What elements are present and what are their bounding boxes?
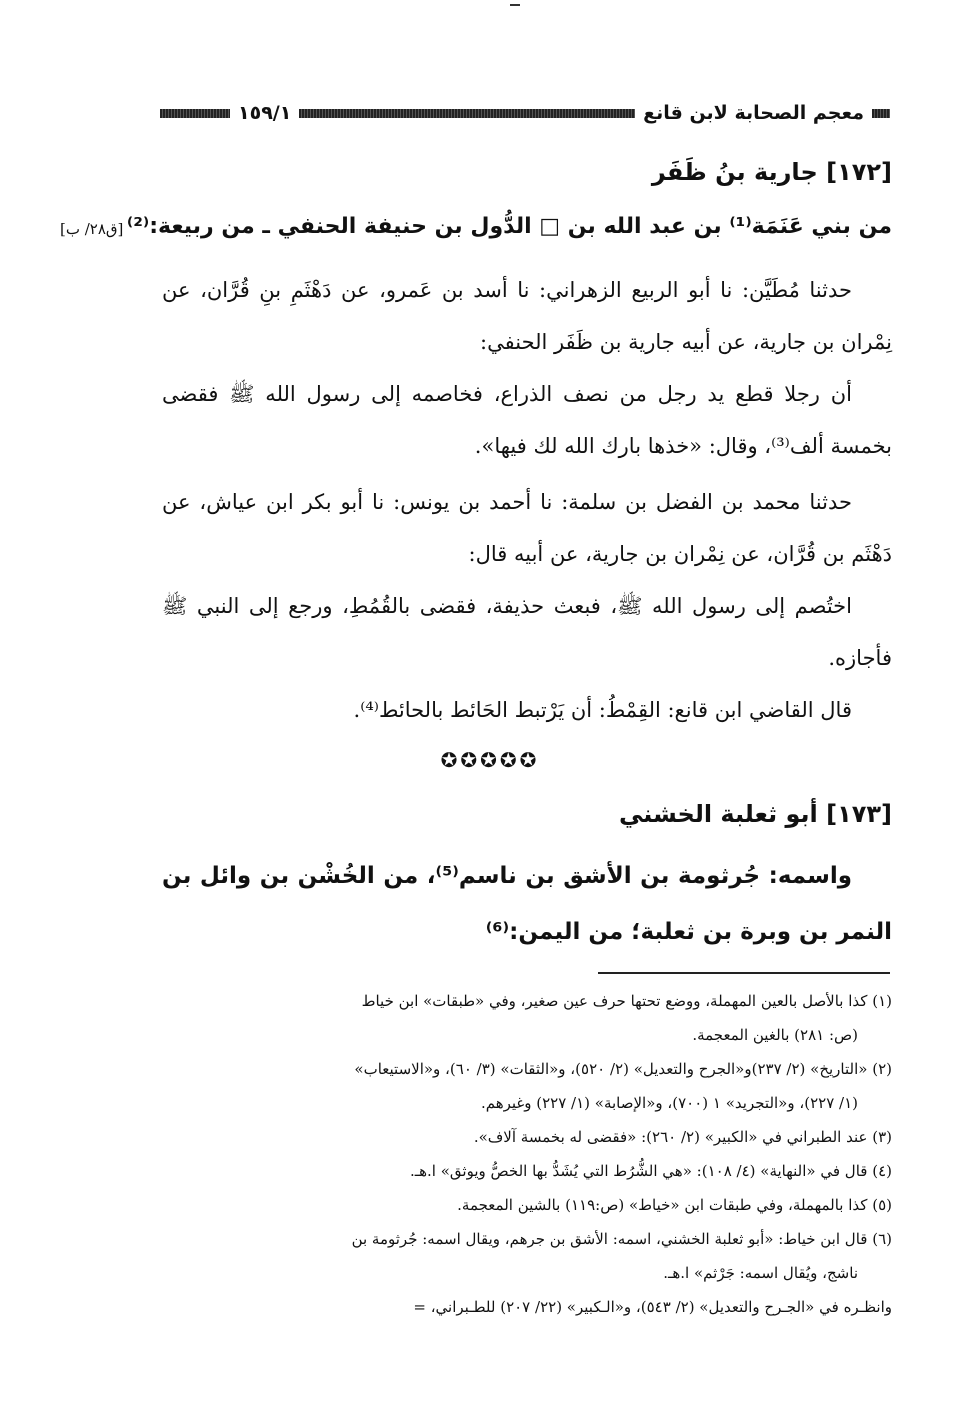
entry-173-heading: [١٧٣] أبو ثعلبة الخشني (619, 800, 892, 828)
header-ornament-middle (299, 109, 635, 118)
header-ornament-left (160, 109, 230, 118)
running-header (160, 96, 890, 130)
book-title: معجم الصحابة لابن قانع (643, 102, 864, 124)
footnote: (١) كذا بالأصل بالعين المهملة، ووضع تحتها حرف عين صغير، وفي «طبقات» ابن خياط (ص: ٢٨١) بالغين المعجمة. (361, 992, 892, 1044)
isnad-paragraph-1: حدثنا مُطَيَّن: نا أبو الربيع الزهراني: نا أسد بن عَمرو، عن دَهْثَمِ بنِ قُرَّان، عن نِمْران بن جارية، عن أبيه جارية بن ظَفَر الحنفي: (162, 278, 892, 354)
hadith-paragraph-1: أن رجلا قطع يد رجل من نصف الذراع، فخاصمه إلى رسول الله ﷺ فقضى بخمسة ألف⁽³⁾، وقال: «خذها بارك الله لك فيها». (162, 382, 892, 458)
scan-mark (510, 4, 520, 6)
footnote: (٣) عند الطبراني في «الكبير» (٢/ ٢٦٠): «فقضى له بخمسة آلاف». (473, 1128, 892, 1146)
footnotes (162, 984, 892, 1324)
footnote: (٤) قال في «النهاية» (٤/ ١٠٨): «هي الشُّرُط التي يُشَدُّ بها الخصُّ ويوثق» ا.هـ. (409, 1162, 892, 1180)
header-ornament-right (872, 109, 890, 118)
commentary-paragraph: قال القاضي ابن قانع: القِمْطُ: أن يَرْتبط الحَائط بالحائط⁽⁴⁾. (353, 698, 852, 722)
section-separator: ✪✪✪✪✪ (440, 748, 540, 772)
hadith-paragraph-2: اختُصم إلى رسول الله ﷺ، فبعث حذيفة، فقضى بالقُمُطِ، ورجع إلى النبي ﷺ فأجازه. (162, 594, 892, 670)
page-number: ١٥٩/١ (238, 102, 292, 124)
footnote: (٢) «التاريخ» (٢/ ٢٣٧)و«الجرح والتعديل» (٢/ ٥٢٠)، و«الثقات» (٣/ ٦٠)، و«الاستيعاب» (١/ ٢٢٧)، و«التجريد» ١ (٧٠٠)، و«الإصابة» (١/ ٢٢٧) وغيرهم. (354, 1060, 892, 1112)
footnote-rule (598, 972, 890, 974)
footnote-continuation: وانظـره في «الجـرح والتعديل» (٢/ ٥٤٣)، و«الـكبير» (٢٢/ ٢٠٧) للطـبراني، = (413, 1298, 892, 1316)
margin-reference: [ق٢٨/ ب] (60, 220, 124, 238)
entry-172-heading: [١٧٢] جارية بنُ ظَفَر (651, 158, 892, 186)
entry-172-intro: من بني عَنَمَة⁽¹⁾ بن عبد الله بن □ الدُّول بن حنيفة الحنفي ـ من ربيعة:⁽²⁾ (126, 214, 892, 239)
isnad-paragraph-2: حدثنا محمد بن الفضل بن سلمة: نا أحمد بن يونس: نا أبو بكر ابن عياش، عن دَهْثَم بن قُرَّان، عن نِمْران بن جارية، عن أبيه قال: (162, 490, 892, 566)
footnote: (٦) قال ابن خياط: «أبو ثعلبة الخشني، اسمه: الأشق بن جرهم، ويقال اسمه: جُرثومة بن ناشج، ويُقال اسمه: جَرْثم» ا.هـ. (351, 1230, 892, 1282)
footnote: (٥) كذا بالمهملة، وفي طبقات ابن «خياط» (ص:١١٩) بالشين المعجمة. (457, 1196, 892, 1214)
entry-173-intro: واسمه: جُرثومة بن الأشق بن ناسم⁽⁵⁾، من الخُشْن بن وائل بن النمر بن وبرة بن ثعلبة؛ من اليمن:⁽⁶⁾ (162, 863, 892, 945)
